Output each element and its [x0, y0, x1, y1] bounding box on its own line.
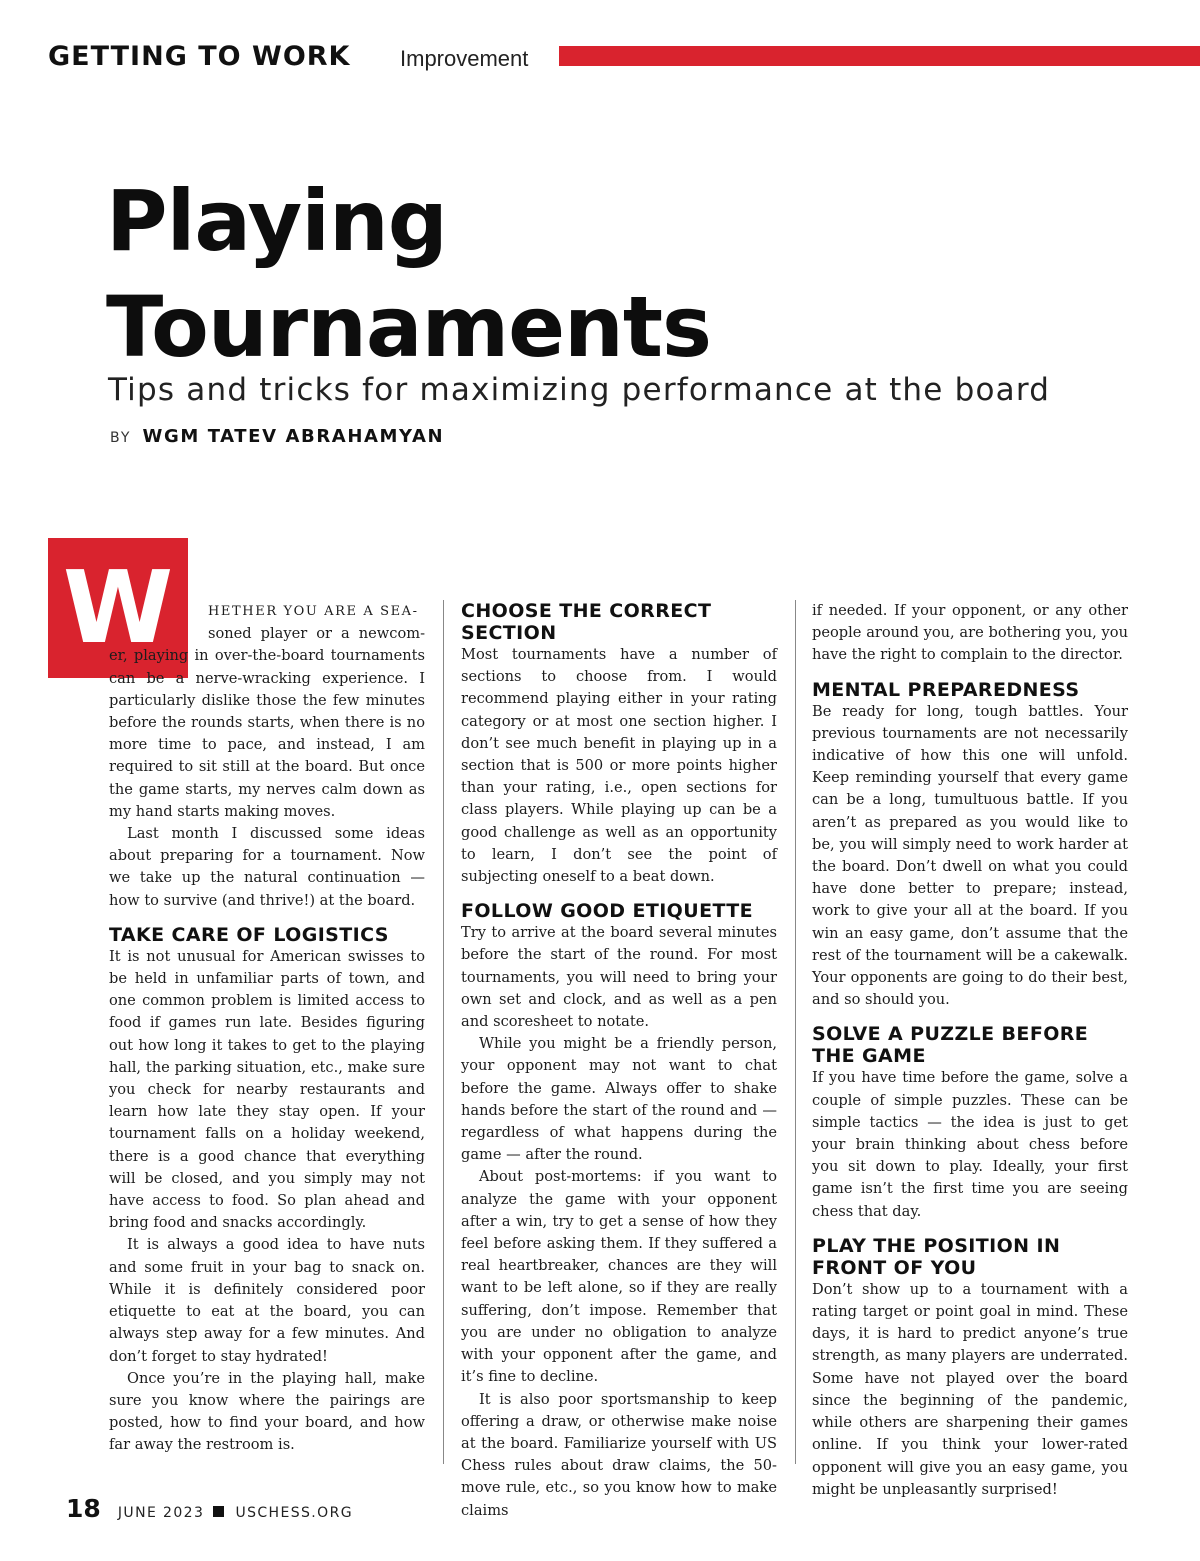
- drop-cap: W: [48, 538, 188, 678]
- column-2: [461, 600, 777, 1522]
- byline-label: BY: [110, 430, 132, 446]
- body-paragraph: It is always a good idea to have nuts and some fruit in your bag to snack on. While it is definitely considered poor etiquette to eat at the board, you can always step away for a few minutes. And don’t forget to stay hydrated!: [109, 1236, 425, 1365]
- subhead-position: PLAY THE POSITION IN FRONT OF YOU: [812, 1234, 1061, 1279]
- issue-date: JUNE 2023: [117, 1505, 205, 1521]
- column-divider: [795, 600, 796, 1464]
- body-paragraph: Try to arrive at the board several minutes before the start of the round. For most tournaments, you will need to bring your own set and clock, and as well as a pen and scoresheet to notate.: [461, 924, 777, 1031]
- body-paragraph: Most tournaments have a number of sections to choose from. I would recommend playing either in your rating category or at most one section higher. I don’t see much benefit in playing up in a section that is 500 or more points higher than your rating, i.e., open sections for class players. While playing up can be a good challenge as well as an opportunity to learn, I don’t see the point of subjecting oneself to a beat down.: [461, 646, 777, 886]
- subhead-etiquette: FOLLOW GOOD ETIQUETTE: [461, 900, 753, 923]
- body-paragraph: It is not unusual for American swisses to be held in unfamiliar parts of town, and one common problem is limited access to food if games run late. Besides figuring out how long it takes to get to the playing hall, the parking situation, etc., make sure you check for nearby restaurants and learn how late they stay open. If your tournament falls on a holiday weekend, there is a good chance that everything will be closed, and you simply may not have access to food. So plan ahead and bring food and snacks accordingly.: [109, 947, 425, 1232]
- column-1: [109, 600, 425, 1457]
- body-paragraph: Once you’re in the playing hall, make sure you know where the pairings are posted, how to find your board, and how far away the restroom is.: [109, 1369, 425, 1454]
- page-footer: [66, 1494, 353, 1528]
- body-paragraph: Last month I discussed some ideas about preparing for a tournament. Now we take up the natural continuation — how to survive (and thrive!) at the board.: [109, 825, 425, 909]
- body-paragraph: Be ready for long, tough battles. Your previous tournaments are not necessarily indicative of how this one will unfold. Keep reminding yourself that every game can be a long, tumultuous battle. If you aren’t as prepared as you would like to be, you will simply need to work harder at the board. Don’t dwell on what you could have done better to prepare; instead, work to give your all at the board. If you win an easy game, don’t assume that the rest of the tournament will be a cakewalk. Your opponents are going to do their best, and so should you.: [812, 702, 1128, 1009]
- article-title: [106, 168, 1006, 380]
- subhead-puzzle: SOLVE A PUZZLE BEFORE THE GAME: [812, 1023, 1089, 1068]
- section-name: GETTING TO WORK: [48, 41, 351, 72]
- author-name: WGM TATEV ABRAHAMYAN: [142, 426, 445, 447]
- header-accent-bar: [559, 46, 1200, 66]
- byline: [110, 425, 444, 450]
- body-paragraph: About post-mortems: if you want to analyze the game with your opponent after a win, try to get a sense of how they feel before asking them. If they suffered a real heartbreaker, chances are they will want to be left alone, so if they are really suffering, don’t impose. Remember that you are under no obligation to analyze with your opponent after the game, and it’s fine to decline.: [461, 1168, 777, 1386]
- subhead-section: CHOOSE THE CORRECT SECTION: [461, 600, 712, 644]
- site-url: USCHESS.ORG: [235, 1505, 353, 1521]
- body-paragraph: if needed. If your opponent, or any other people around you, are bothering you, you have the right to complain to the director.: [812, 602, 1128, 664]
- subsection-name: Improvement: [400, 46, 529, 71]
- body-paragraph: If you have time before the game, solve a couple of simple puzzles. These can be simple tactics — the idea is just to get your brain thinking about chess before you sit down to play. Ideally, your first game isn’t the first time you are seeing chess that day.: [812, 1069, 1128, 1220]
- page-number: 18: [66, 1494, 101, 1523]
- title-line-2: Tournaments: [106, 278, 712, 376]
- article-deck: Tips and tricks for maximizing performance at the board: [108, 372, 1051, 408]
- column-3: [812, 600, 1128, 1501]
- title-line-1: Playing: [106, 172, 447, 270]
- body-paragraph: While you might be a friendly person, your opponent may not want to chat before the game. Always offer to shake hands before the start of the round and — regardless of what happens during the game — after the round.: [461, 1035, 777, 1164]
- body-paragraph: Don’t show up to a tournament with a rating target or point goal in mind. These days, it is hard to predict anyone’s true strength, as many players are underrated. Some have not played over the board since the beginning of the pandemic, while others are sharpening their games online. If you think your lower-rated opponent will give you an easy game, you might be unpleasantly surprised!: [812, 1280, 1128, 1498]
- lead-paragraph: [208, 600, 425, 623]
- column-divider: [443, 600, 444, 1464]
- subhead-logistics: TAKE CARE OF LOGISTICS: [109, 923, 389, 946]
- square-bullet-icon: [213, 1506, 224, 1517]
- lead-caps: HETHER YOU ARE A SEA-: [208, 604, 419, 619]
- subhead-mental: MENTAL PREPAREDNESS: [812, 678, 1080, 701]
- lead-paragraph-rest: soned player or a newcom-er, playing in over-the-board tournaments can be a nerve-wracking experience. I particularly dislike those the few minutes before the rounds starts, when there is no more time to pace, and instead, I am required to sit still at the board. But once the game starts, my nerves calm down as my hand starts making moves.: [109, 625, 425, 820]
- body-paragraph: It is also poor sportsmanship to keep offering a draw, or otherwise make noise at the board. Familiarize yourself with US Chess rules about draw claims, the 50-move rule, etc., so you know how to make claims: [461, 1390, 777, 1519]
